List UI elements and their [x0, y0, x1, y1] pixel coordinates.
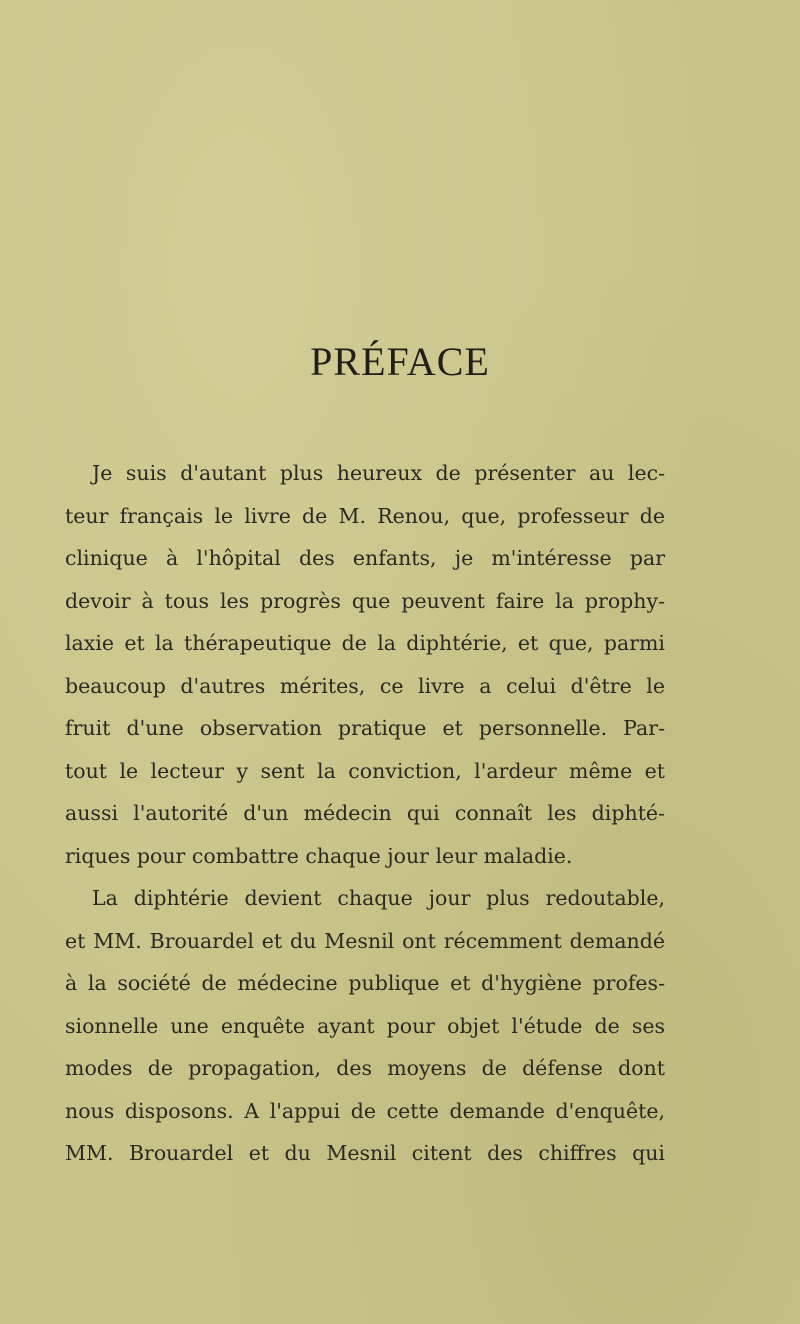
- text-line: laxie et la thérapeutique de la diphtérie, et que, parmi: [65, 631, 665, 655]
- text-line: et MM. Brouardel et du Mesnil ont récemment demandé: [65, 928, 665, 953]
- page-title: PRÉFACE: [310, 339, 490, 384]
- text-line: sionnelle une enquête ayant pour objet l'étude de ses: [65, 1013, 665, 1038]
- text-line: devoir à tous les progrès que peuvent faire la prophy-: [65, 588, 665, 613]
- preface-body: [65, 452, 665, 1175]
- text-line: fruit d'une observation pratique et personnelle. Par-: [65, 716, 665, 740]
- text-line: nous disposons. A l'appui de cette demande d'enquête,: [65, 1098, 665, 1123]
- text-line: à la société de médecine publique et d'hygiène profes-: [65, 971, 665, 995]
- text-line: Je suis d'autant plus heureux de présenter au lec-: [92, 461, 665, 485]
- text-line: aussi l'autorité d'un médecin qui connaît les diphté-: [65, 801, 665, 825]
- text-line: clinique à l'hôpital des enfants, je m'intéresse par: [65, 546, 665, 570]
- text-line: teur français le livre de M. Renou, que, professeur de: [65, 503, 665, 528]
- text-line: beaucoup d'autres mérites, ce livre a celui d'être le: [65, 673, 665, 698]
- text-line: modes de propagation, des moyens de défense dont: [65, 1056, 665, 1080]
- text-line: tout le lecteur y sent la conviction, l'ardeur même et: [65, 758, 665, 783]
- text-line: La diphtérie devient chaque jour plus redoutable,: [92, 886, 665, 910]
- text-line: riques pour combattre chaque jour leur maladie.: [65, 843, 573, 868]
- text-line: MM. Brouardel et du Mesnil citent des chiffres qui: [65, 1141, 665, 1165]
